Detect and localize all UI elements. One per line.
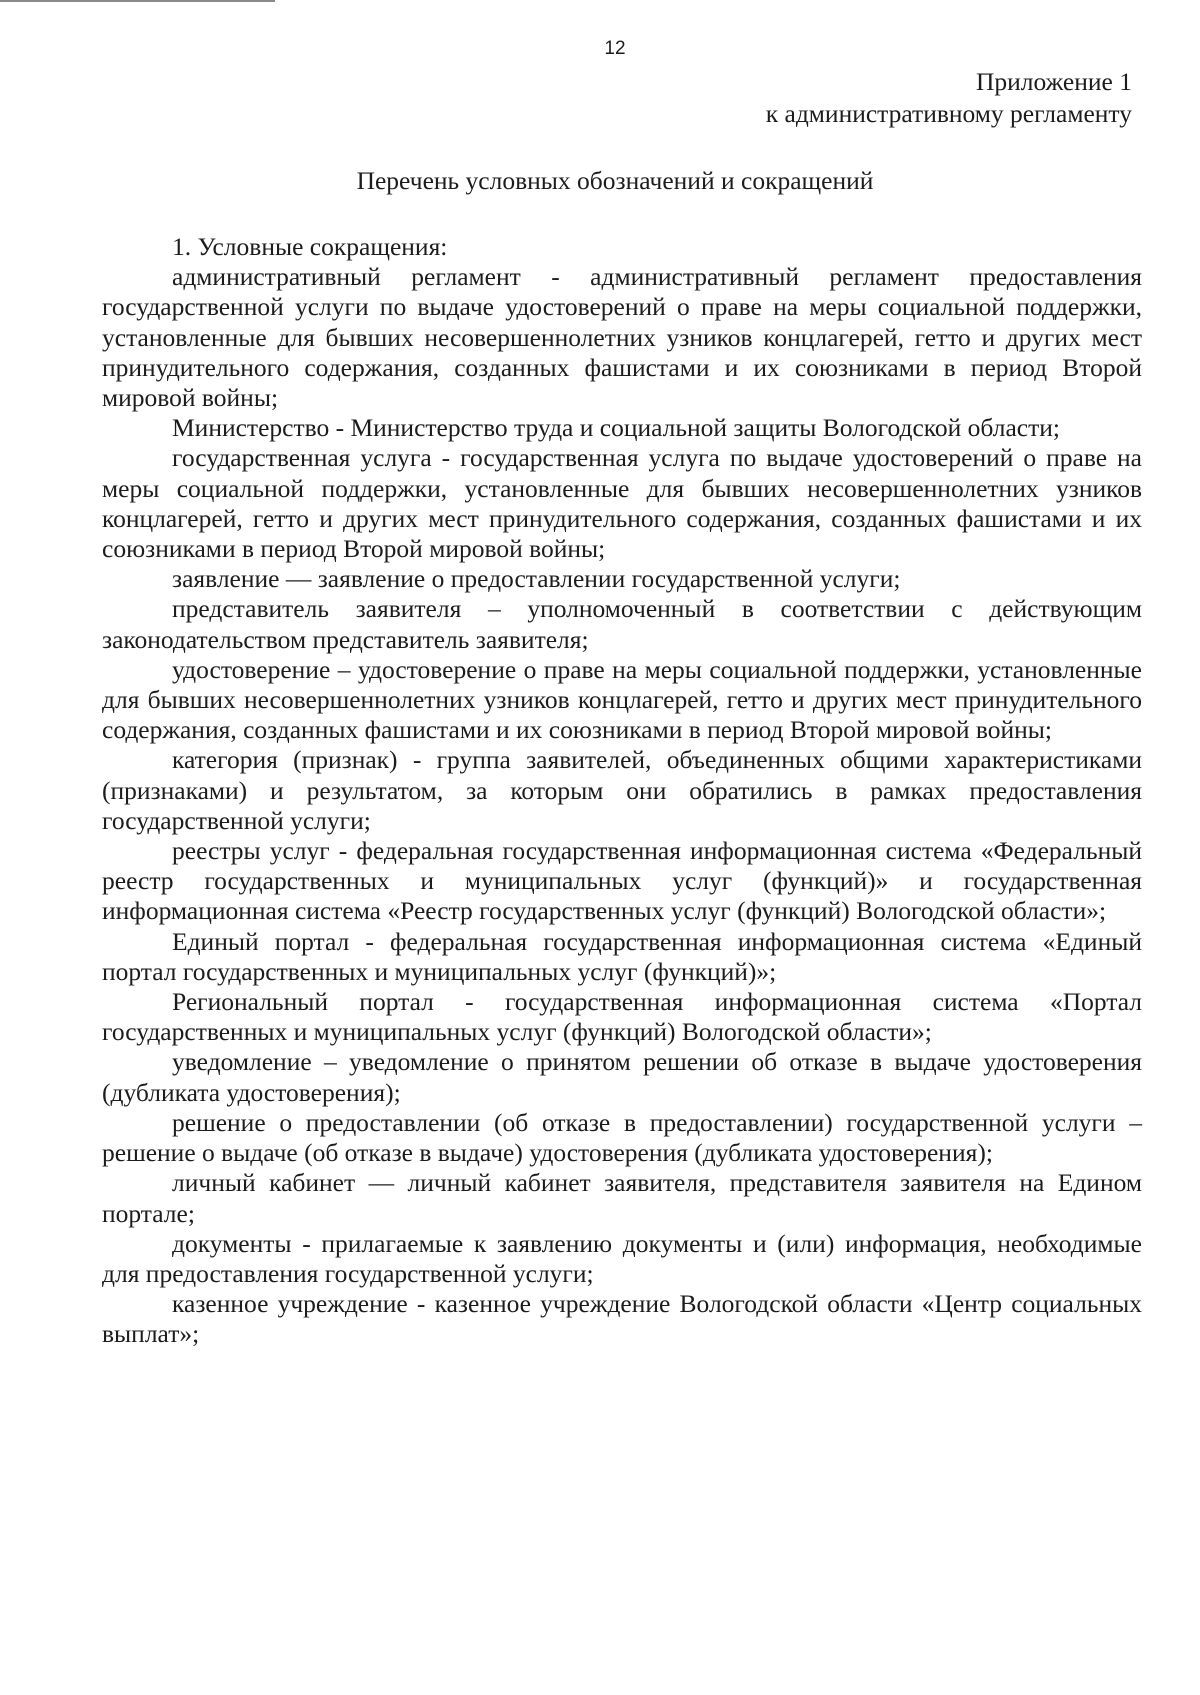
document-title: Перечень условных обозначений и сокращений (356, 166, 874, 195)
appendix-reference: к административному регламенту (765, 99, 1132, 128)
scan-edge-line (0, 0, 275, 2)
definition-paragraph: решение о предоставлении (об отказе в предоставлении) государственной услуги – решение о выдаче (об отказе в выдаче) удостоверения (дубликата удостоверения); (102, 1107, 1142, 1168)
definition-paragraph: уведомление – уведомление о принятом решении об отказе в выдаче удостоверения (дубликата удостоверения); (102, 1047, 1142, 1107)
definition-paragraph: заявление — заявление о предоставлении государственной услуги; (172, 564, 901, 594)
appendix-header (766, 66, 1132, 130)
definition-paragraph: личный кабинет — личный кабинет заявителя, представителя заявителя на Едином портале; (102, 1168, 1142, 1228)
definition-paragraph: административный регламент - административный регламент предоставления государственной услуги по выдаче удостоверений о праве на меры социальной поддержки, установленные для бывших несовершеннолетних узников концлагерей, гетто и других мест принудительного содержания, созданных фашистами и их союзниками в период Второй мировой войны; (102, 262, 1142, 413)
definition-paragraph: казенное учреждение - казенное учреждение Вологодской области «Центр социальных выплат»; (102, 1289, 1142, 1349)
definition-paragraph: Министерство - Министерство труда и социальной защиты Вологодской области; (172, 413, 1060, 443)
definition-paragraph: государственная услуга - государственная услуга по выдаче удостоверений о праве на меры социальной поддержки, установленные для бывших несовершеннолетних узников концлагерей, гетто и других мест принудительного содержания, созданных фашистами и их союзниками в период Второй мировой войны; (102, 443, 1142, 564)
definition-paragraph: реестры услуг - федеральная государственная информационная система «Федеральный реестр государственных и муниципальных услуг (функций)» и государственная информационная система «Реестр государственных услуг (функций) Вологодской области»; (102, 836, 1142, 926)
definition-paragraph: Единый портал - федеральная государственная информационная система «Единый портал государственных и муниципальных услуг (функций)»; (102, 926, 1142, 986)
page-number: 12 (604, 38, 626, 59)
definition-paragraph: категория (признак) - группа заявителей, объединенных общими характеристиками (признаками) и результатом, за которым они обратились в рамках предоставления государственной услуги; (102, 745, 1142, 835)
definition-paragraph: представитель заявителя – уполномоченный в соответствии с действующим законодательством представитель заявителя; (102, 594, 1142, 654)
appendix-label: Приложение 1 (976, 67, 1132, 96)
definition-paragraph: удостоверение – удостоверение о праве на меры социальной поддержки, установленные для бывших несовершеннолетних узников концлагерей, гетто и других мест принудительного содержания, созданных фашистами и их союзниками в период Второй мировой войны; (102, 654, 1142, 745)
document-body (102, 232, 1142, 1350)
definition-paragraph: документы - прилагаемые к заявлению документы и (или) информация, необходимые для предоставления государственной услуги; (102, 1228, 1142, 1288)
section-heading: 1. Условные сокращения: (172, 232, 448, 261)
definition-paragraph: Региональный портал - государственная информационная система «Портал государственных и муниципальных услуг (функций) Вологодской области»; (102, 987, 1142, 1047)
